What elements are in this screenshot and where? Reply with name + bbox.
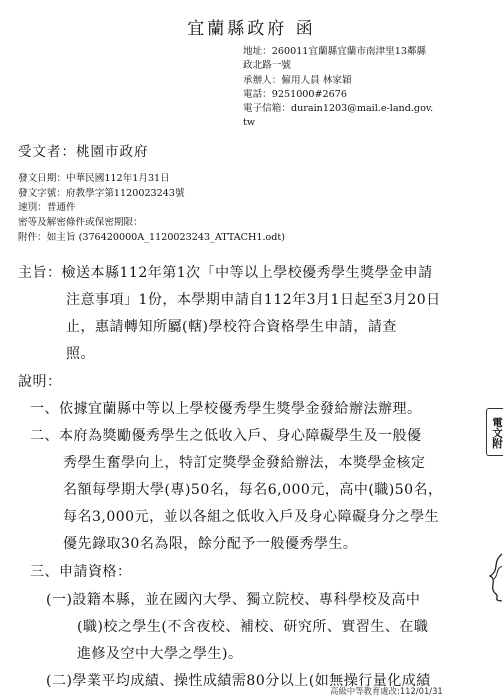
subject-line: 止，惠請轉知所屬(轄)學校符合資格學生申請，請查 (66, 319, 397, 335)
explanation-item: 名額每學期大學(專)50名，每名6,000元，高中(職)50名， (63, 482, 443, 498)
contact-line: 承辦人：僱用人員 林家穎 (243, 74, 352, 86)
explanation-item: 每名3,000元，並以各組之低收入戶及身心障礙身分之學生 (63, 509, 440, 525)
meta-line: 附件：如主旨 (376420000A_1120023243_ATTACH1.odt) (18, 231, 286, 243)
explanation-item: 秀學生奮學向上，特訂定獎學金發給辦法，本獎學金核定 (63, 455, 426, 471)
contact-line: 政北路一號 (243, 60, 291, 72)
subject-line: 照。 (66, 346, 95, 362)
explanation-subitem: (二)學業平均成績、操性成績需80分以上(如無操行量化成績 (46, 673, 431, 689)
footer-note: 高級中等教育處改:112/01/31 (330, 686, 443, 696)
meta-line: 速別：普通件 (18, 202, 76, 214)
contact-line: 電話：9251000#2676 (243, 88, 347, 100)
document-meta (18, 172, 285, 246)
meta-line: 發文字號：府教學字第1120023243號 (18, 187, 185, 199)
contact-line: 地址：260011宜蘭縣宜蘭市南津里13鄰縣 (243, 46, 427, 57)
document-title: 宜蘭縣政府 函 (187, 19, 316, 39)
subject-line: 注意事項」1份，本學期申請自112年3月1日起至3月20日 (66, 292, 441, 308)
signature-mark-icon (486, 552, 503, 602)
contact-line: tw (243, 117, 256, 129)
meta-line: 發文日期：中華民國112年1月31日 (18, 173, 170, 184)
meta-line: 密等及解密條件或保密期限： (18, 217, 143, 229)
explanation-subitem: (一)設籍本縣，並在國內大學、獨立院校、專科學校及高中 (46, 592, 421, 608)
recipient: 受文者：桃園市政府 (18, 144, 149, 160)
subject-line: 主旨：檢送本縣112年第1次「中等以上學校優秀學生獎學金申請 (18, 265, 433, 281)
contact-line: 電子信箱：durain1203@mail.e-land.gov. (243, 103, 434, 115)
contact-info (243, 45, 433, 131)
explanation-item: 一、依據宜蘭縣中等以上學校優秀學生獎學金發給辦法辦理。 (30, 401, 422, 417)
explanation-subitem: 進修及空中大學之學生)。 (77, 646, 243, 662)
explanation-item: 三、申請資格： (30, 564, 132, 580)
explanation-subitem: (職)校之學生(不含夜校、補校、研究所、實習生、在職 (77, 619, 429, 635)
electronic-attachment-stamp: 電文附 (486, 408, 503, 456)
explanation-item: 二、本府為獎勵優秀學生之低收入戶、身心障礙學生及一般優 (30, 428, 422, 444)
explanation-item: 優先錄取30名為限，餘分配予一般優秀學生。 (63, 536, 358, 552)
explanation-label: 說明： (18, 374, 62, 390)
